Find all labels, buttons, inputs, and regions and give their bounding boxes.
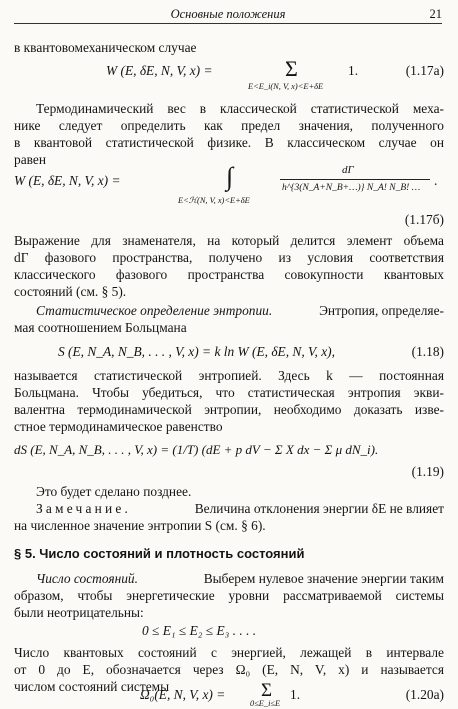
text-line: в квантовой статистической физике. В классическом случае он	[14, 135, 444, 150]
run-in-heading: Число состояний.	[36, 571, 138, 586]
run-in-heading: Статистическое определение энтропии.	[36, 303, 273, 318]
text-line: Число квантовых состояний с энергией, лежащей в интервале	[14, 645, 444, 660]
text-line: состояний (см. § 5).	[14, 284, 127, 299]
text-line: от 0 до E, обозначается через Ω₀ (E, N, V, x) и называется	[14, 662, 444, 677]
text-line: Термодинамический вес в классической статистической меха-	[36, 101, 444, 116]
text-line: нике следует определить как предел значения, полученного	[14, 118, 444, 133]
text-line	[36, 501, 444, 517]
integral-limits: E<ℋ(N, V, x)<E+δE	[178, 196, 250, 205]
equation-end: .	[434, 173, 438, 188]
fraction-bar	[280, 179, 430, 180]
text-line: в квантовомеханическом случае	[14, 40, 197, 55]
equation-number: (1.19)	[411, 464, 444, 479]
section-heading: § 5. Число состояний и плотность состояний	[14, 546, 305, 561]
integral-symbol: ∫	[226, 162, 234, 191]
text-line: классического фазового пространства совокупности квантовых	[14, 267, 444, 282]
equation-number: (1.18)	[411, 344, 444, 359]
sum-limits: E<E_i(N, V, x)<E+δE	[248, 82, 324, 91]
equation-lhs: W (E, δE, N, V, x) =	[106, 63, 213, 78]
equation-body: S (E, N_A, N_B, . . . , V, x) = k ln W (E, δE, N, V, x),	[58, 344, 335, 359]
equation-body: dS (E, N_A, N_B, . . . , V, x) = (1/T) (dE + p dV − Σ X dx − Σ μ dN_i).	[14, 442, 379, 457]
equation-number: (1.17a)	[405, 63, 444, 78]
text-line: числом состояний системы	[14, 679, 170, 694]
text-line: были неотрицательны:	[14, 605, 144, 620]
text-line: мая соотношением Больцмана	[14, 320, 187, 335]
header-title: Основные положения	[170, 7, 286, 21]
text-line: валентна термодинамической энтропии, необходимо доказать изве-	[14, 402, 444, 417]
text-run: Величина отклонения энергии δE не влияет	[194, 501, 444, 516]
text-line: Выражение для знаменателя, на который делится элемент объема	[14, 233, 444, 248]
text-line: называется статистической энтропией. Здесь k — постоянная	[14, 368, 444, 383]
equation-rhs: 1.	[290, 687, 301, 702]
text-line: dΓ фазового пространства, получено из условия соответствия	[14, 250, 444, 265]
page-number: 21	[429, 7, 442, 21]
sum-limits: 0≤E_i≤E	[250, 699, 281, 708]
energy-ordering: 0 ≤ E₁ ≤ E₂ ≤ E₃ . . . .	[142, 623, 257, 638]
running-header	[14, 5, 442, 24]
equation-number: (1.17б)	[404, 212, 444, 227]
text-line: стное термодинамическое равенство	[14, 419, 223, 434]
text-line: Это будет сделано позднее.	[36, 484, 192, 499]
sum-symbol: Σ	[261, 680, 273, 701]
equation-rhs: 1.	[348, 63, 359, 78]
fraction-denominator: h^{3(N_A+N_B+…)} N_A! N_B! …	[282, 183, 421, 193]
sum-symbol: Σ	[285, 56, 298, 81]
fraction-numerator: dΓ	[342, 164, 354, 176]
text-line: равен	[14, 152, 46, 167]
equation-lhs: W (E, δE, N, V, x) =	[14, 173, 121, 188]
equation-number: (1.20a)	[405, 687, 444, 702]
equation-lhs: Ω₀(E, N, V, x) =	[140, 687, 226, 702]
remark-label: Замечание.	[36, 501, 132, 516]
text-line	[36, 303, 444, 319]
text-run: Энтропия, определяе-	[319, 303, 444, 318]
text-run: Выберем нулевое значение энергии таким	[203, 571, 444, 586]
text-line: Больцмана. Чтобы убедиться, что статистическая энтропия экви-	[14, 385, 444, 400]
text-line: образом, чтобы энергетические уровни рассматриваемой системы	[14, 588, 444, 603]
text-line: на численное значение энтропии S (см. § 6).	[14, 518, 266, 533]
text-line	[36, 571, 444, 587]
